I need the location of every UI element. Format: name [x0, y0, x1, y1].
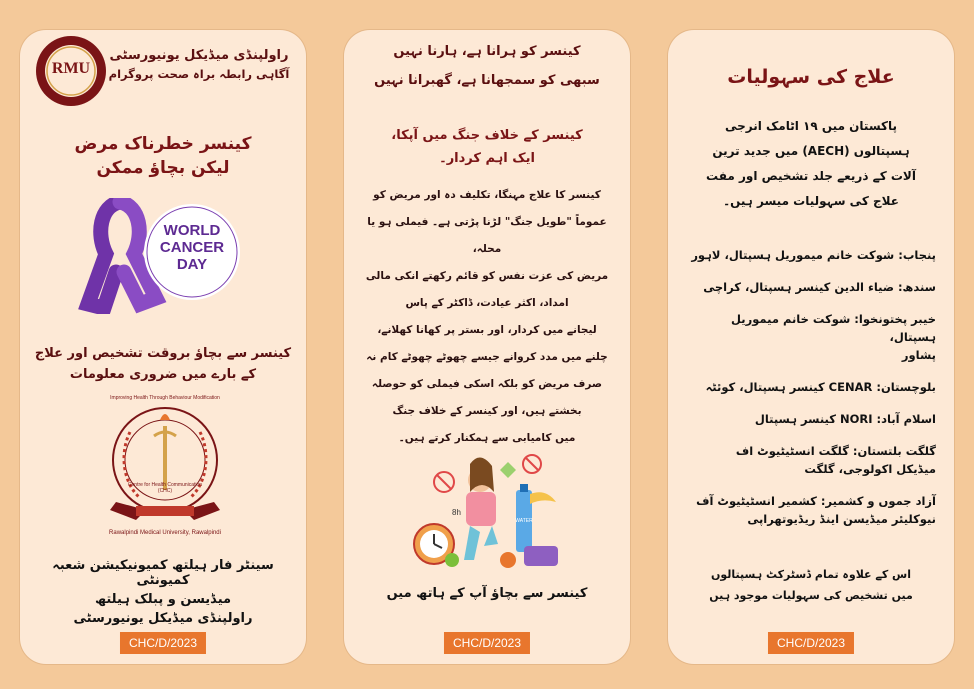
body-line: مریض کی عزت نفس کو قائم رکھتے انکی مالی — [365, 270, 609, 282]
body-line: چلنے میں مدد کروانے جیسے چھوٹے چھوٹے کام نہ — [366, 351, 608, 363]
footer-code: CHC/D/2023 — [768, 632, 854, 654]
facility-line: پشاور — [901, 348, 936, 362]
right-panel — [668, 30, 954, 664]
body-line: میں کامیابی سے ہمکنار کرتے ہیں۔ — [398, 432, 576, 444]
badge-cancer: CANCER — [159, 239, 225, 256]
intro-line: علاج کی سہولیات میسر ہیں۔ — [723, 194, 899, 208]
facility-item — [682, 378, 936, 396]
facilities-intro — [682, 114, 940, 214]
credit-line1: سینٹر فار ہیلتھ کمیونیکیشن شعبہ کمیونٹی — [52, 558, 274, 588]
healthy-lifestyle-illustration — [412, 448, 566, 572]
emblem-inner-text: Centre for Health Communication (CHC) — [127, 482, 203, 494]
closing-line: اس کے علاوہ تمام ڈسٹرکٹ ہسپتالوں — [710, 568, 912, 581]
main-title: کینسر خطرناک مرض — [74, 134, 252, 154]
role-heading: کینسر کے خلاف جنگ میں آپکا، — [391, 128, 583, 143]
badge-day: DAY — [176, 256, 208, 273]
body-line: بخشتے ہیں، اور کینسر کے خلاف جنگ — [392, 405, 582, 417]
badge-world: WORLD — [163, 222, 221, 239]
water-bottle-label: WATER — [515, 518, 533, 524]
awareness-ribbon-icon — [74, 198, 254, 314]
facility-line: سندھ: ضیاء الدین کینسر ہسپتال، کراچی — [703, 280, 936, 294]
facility-line: میڈیکل اکولوجی، گلگت — [804, 462, 936, 476]
subtitle-line1: کینسر سے بچاؤ بروقت تشخیص اور علاج — [34, 346, 292, 361]
facility-item — [682, 246, 936, 264]
facility-item — [682, 442, 936, 478]
footer-code: CHC/D/2023 — [120, 632, 206, 654]
facility-line: گلگت بلتستان: گلگت انسٹیٹیوٹ اف — [735, 444, 936, 458]
clock-label: 8h — [452, 508, 461, 517]
facility-line: پنجاب: شوکت خانم میموریل ہسپتال، لاہور — [691, 248, 936, 262]
facility-item — [682, 278, 936, 296]
closing-line: میں تشخیص کی سہولیات موجود ہیں — [709, 589, 913, 602]
subtitle-line2: کے بارے میں ضروری معلومات — [69, 367, 257, 382]
middle-panel — [344, 30, 630, 664]
left-panel — [20, 30, 306, 664]
facility-line: آزاد جموں و کشمیر: کشمیر انسٹیٹیوٹ آف — [696, 494, 936, 508]
facilities-title: علاج کی سہولیات — [727, 66, 895, 88]
program-name: آگاہی رابطہ براہ صحت پروگرام — [108, 67, 290, 81]
closing-note — [682, 564, 940, 606]
credit-line3: راولپنڈی میڈیکل یونیورسٹی — [73, 611, 253, 626]
intro-line: ہسپتالوں (AECH) میں جدید ترین — [712, 144, 910, 158]
body-text — [358, 182, 616, 452]
chc-emblem — [106, 402, 224, 526]
facility-line: خیبر پختونخوا: شوکت خانم میموریل ہسپتال، — [731, 312, 936, 344]
body-line: کینسر کا علاج مہنگا، تکلیف دہ اور مریض کو — [373, 189, 601, 201]
facility-item — [682, 310, 936, 364]
facilities-list — [682, 246, 936, 542]
main-title-sub: لیکن بچاؤ ممکن — [96, 158, 230, 178]
intro-line: آلات کے ذریعے جلد تشخیص اور مفت — [706, 169, 916, 183]
bottom-slogan: کینسر سے بچاؤ آپ کے ہاتھ میں — [386, 586, 588, 601]
facility-line: بلوچستان: CENAR کینسر ہسپتال، کوئٹہ — [705, 380, 936, 394]
facility-line: اسلام آباد: NORI کینسر ہسپتال — [754, 412, 936, 426]
facility-item — [682, 410, 936, 428]
body-line: امداد، اکثر عیادت، ڈاکٹر کے پاس — [405, 297, 569, 309]
slogan-line2: سبھی کو سمجھانا ہے، گھبرانا نہیں — [374, 73, 600, 88]
emblem-bottom-text: Rawalpindi Medical University, Rawalpindi — [109, 530, 221, 536]
university-name: راولپنڈی میڈیکل یونیورسٹی — [109, 48, 289, 63]
role-heading-sub: ایک اہم کردار۔ — [439, 151, 535, 166]
footer-code: CHC/D/2023 — [444, 632, 530, 654]
intro-line: پاکستان میں ۱۹ اٹامک انرجی — [724, 119, 898, 133]
logo-letters: RMU — [51, 60, 91, 77]
body-line: لیجانے میں کردار، اور بستر پر کھانا کھلانے، — [377, 324, 597, 336]
facility-item — [682, 492, 936, 528]
rmu-logo — [34, 34, 108, 108]
facility-line: نیوکلیئر میڈیسن اینڈ ریڈیوتھراپی — [747, 512, 936, 526]
body-line: صرف مریض کو بلکہ اسکی فیملی کو حوصلہ — [371, 378, 603, 390]
credit-line2: میڈیسن و پبلک ہیلتھ — [94, 592, 232, 607]
slogan-line1: کینسر کو ہرانا ہے، ہارنا نہیں — [393, 44, 581, 59]
emblem-ring-text: Improving Health Through Behaviour Modification — [110, 395, 220, 401]
body-line: عموماً "طویل جنگ" لڑنا پڑتی ہے۔ فیملی ہو یا محلہ، — [367, 216, 607, 255]
